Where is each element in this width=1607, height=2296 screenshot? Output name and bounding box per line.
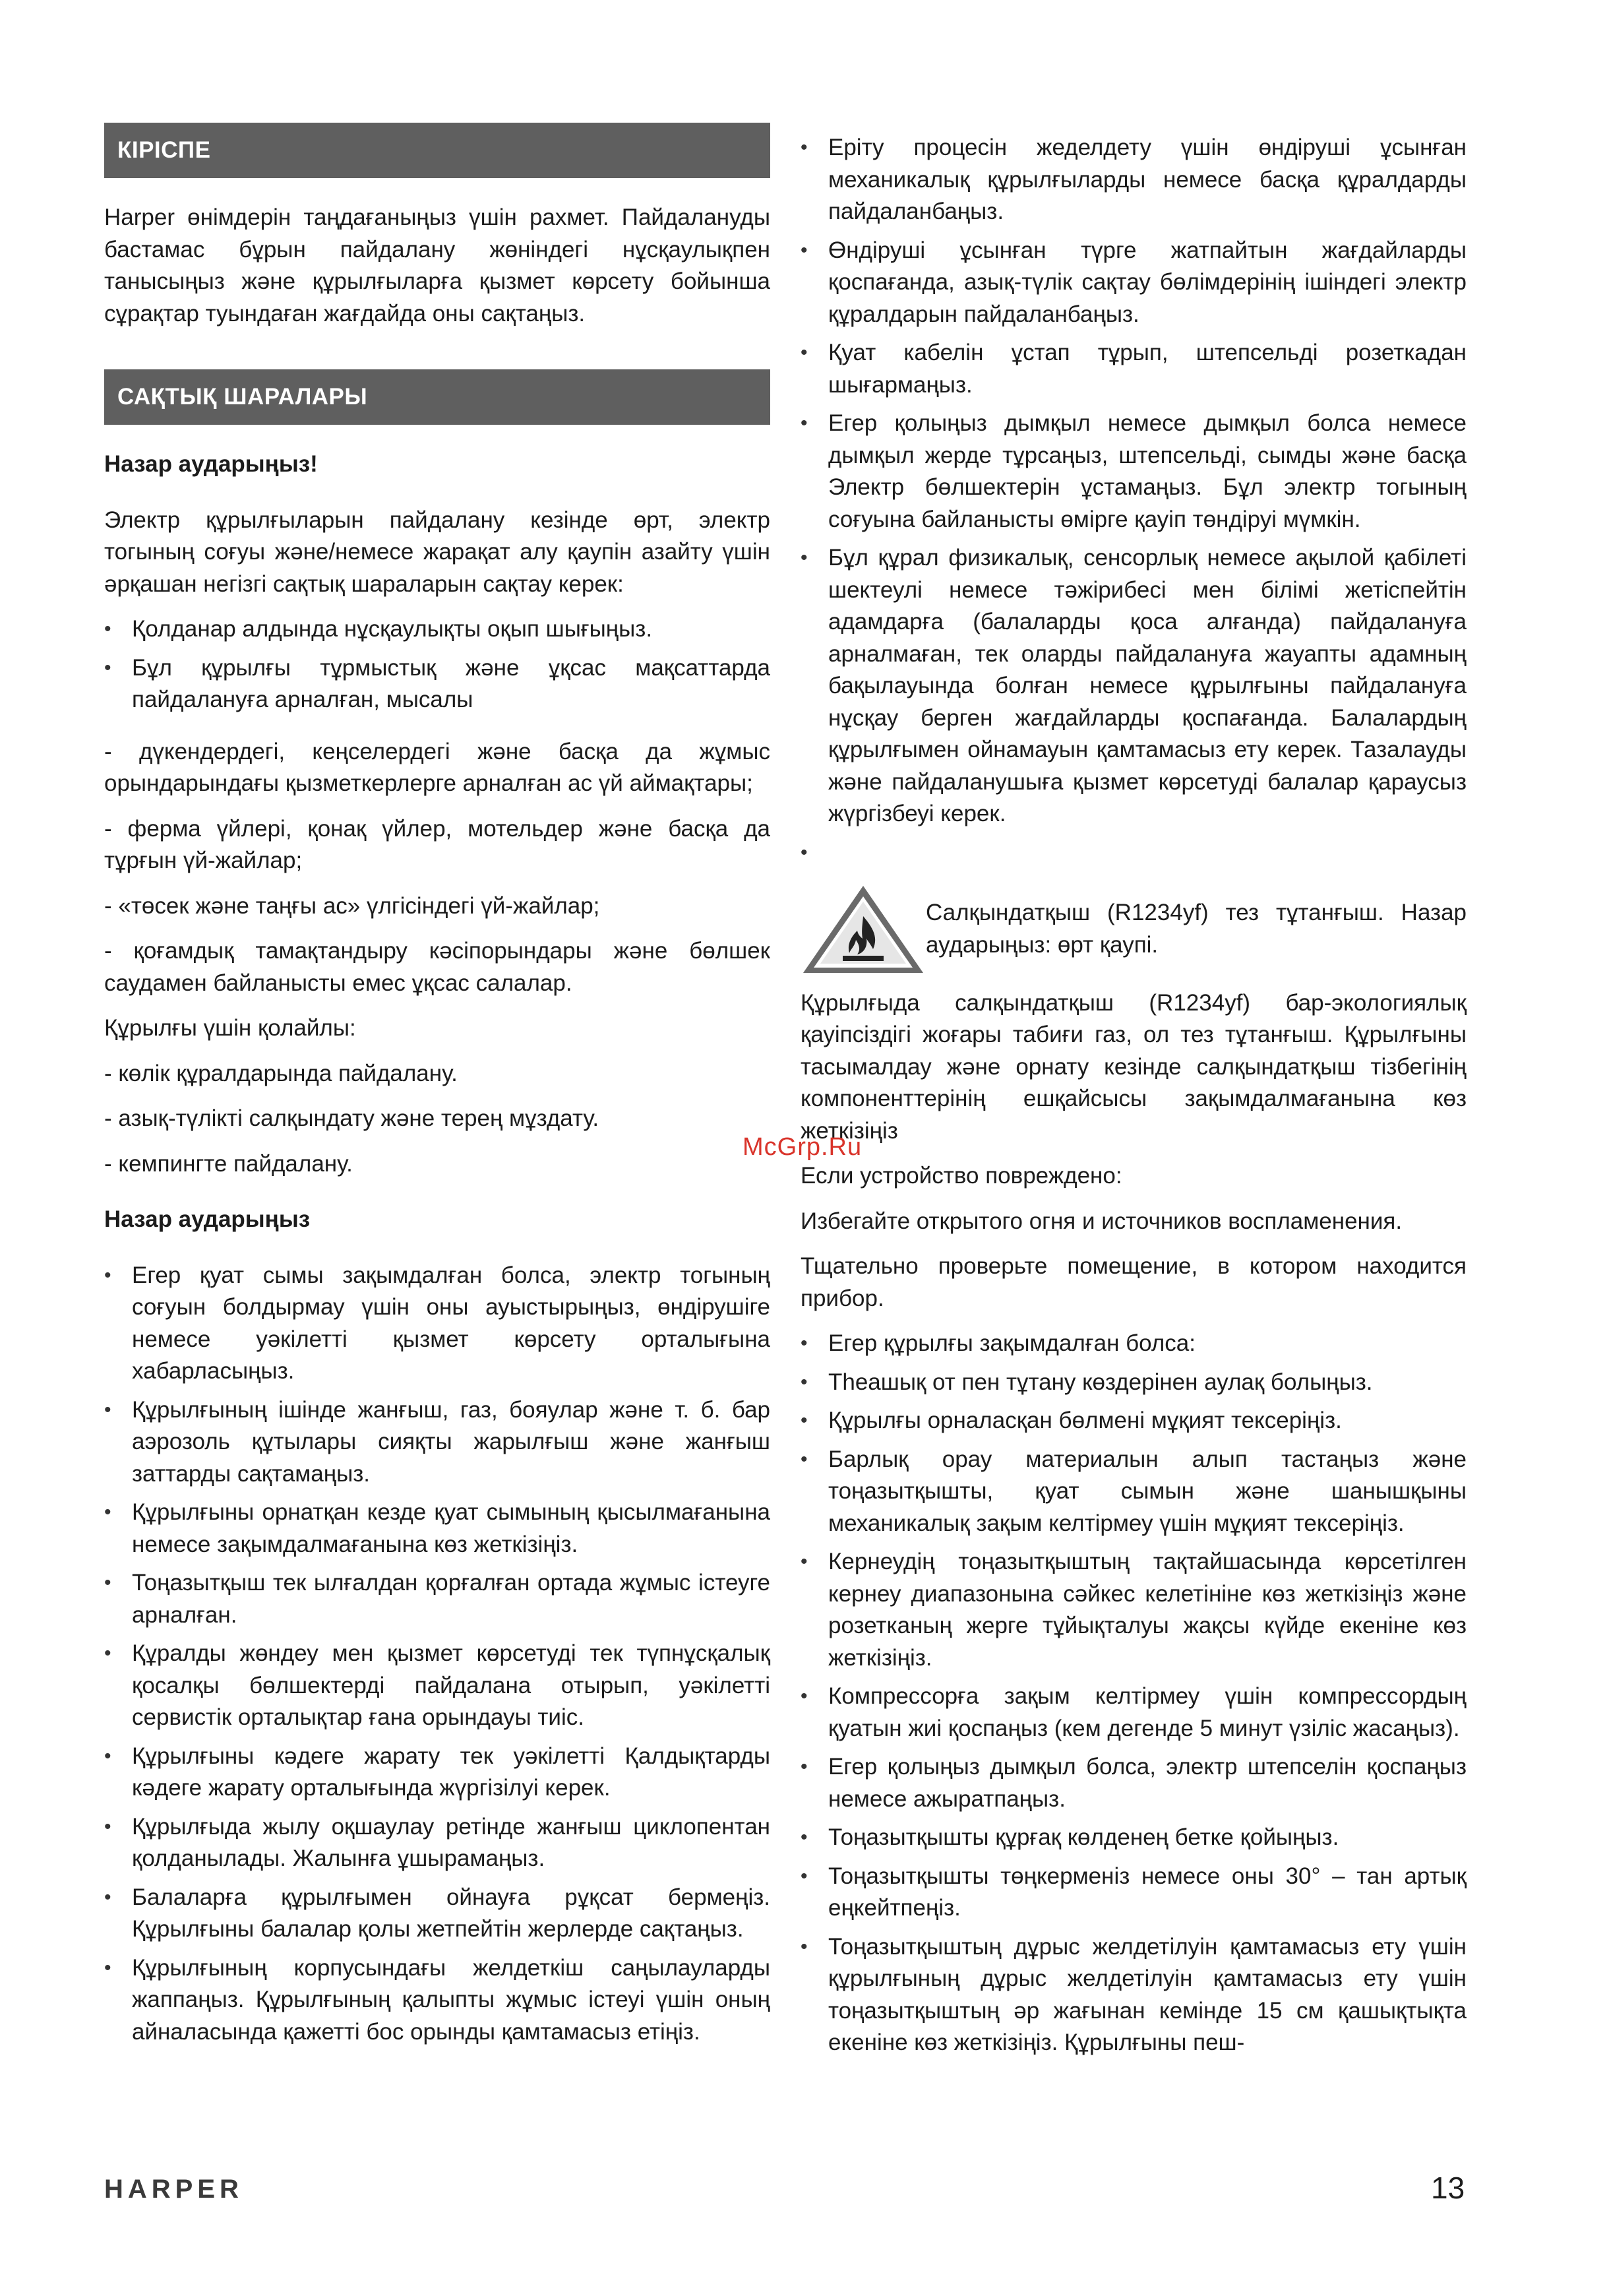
list-item: • Құралды жөндеу мен қызмет көрсетуді тек түпнұсқалық қосалқы бөлшектерді пайдалана отырып, уәкілетті сервистік орталықтар ғана орындауы тиіс. bbox=[104, 1638, 770, 1734]
list-item: • Құрылғыда жылу оқшаулау ретінде жанғыш циклопентан қолданылады. Жалынға ұшырамаңыз. bbox=[104, 1811, 770, 1875]
attention-heading-2: Назар аударыңыз bbox=[104, 1206, 311, 1232]
attention-heading: Назар аударыңыз! bbox=[104, 451, 318, 477]
watermark: McGrp.Ru bbox=[743, 1133, 863, 1161]
dash-item: - қоғамдық тамақтандыру кәсіпорындары және бөлшек саудамен байланысты емес ұқсас салалар. bbox=[104, 938, 770, 996]
list-item: • Қуат кабелін ұстап тұрып, штепсельді розеткадан шығармаңыз. bbox=[801, 337, 1467, 401]
suitable-item: - кемпингте пайдалану. bbox=[104, 1150, 353, 1177]
ru-damaged-text: Если устройство повреждено: bbox=[801, 1163, 1122, 1189]
suitable-item: - азық-түлікті салқындату және терең мұздату. bbox=[104, 1105, 599, 1131]
list-item: • Тһеашық от пен тұтану көздерінен аулақ болыңыз. bbox=[801, 1367, 1467, 1399]
list-item: • Құрылғының корпусындағы желдеткіш саңылауларды жаппаңыз. Құрылғының қалыпты жұмыс істеуі үшін оның айналасында қажетті бос орынды қамтамасыз етіңіз. bbox=[104, 1952, 770, 2049]
list-item: • Компрессорға зақым келтірмеу үшін компрессордың қуатын жиі қоспаңыз (кем дегенде 5 минут үзіліс жасаңыз). bbox=[801, 1681, 1467, 1745]
list-item: • Бұл құрал физикалық, сенсорлық немесе ақылой қабілеті шектеулі немесе тәжірибесі мен білімі жетіспейтін адамдарға (балаларды қоса алғанда) пайдалануға арналмаған, тек оларды пайдалануға жауапты адамның бақылауында болған немесе құрылғыны пайдалануға нұсқау берген жағдайларды қоспағанда. Балалардың құрылғымен ойнамауын қамтамасыз ету керек. Тазалауды және пайдаланушыға қызмет көрсетуді балалар қараусыз жүргізбеуі керек. bbox=[801, 542, 1467, 830]
list-item: • Құрылғыны орнатқан кезде қуат сымының қысылмағанына немесе зақымдалмағанына көз жеткізіңіз. bbox=[104, 1497, 770, 1561]
safety-bullet-list bbox=[104, 613, 770, 716]
warning-bullet-list bbox=[104, 1260, 770, 2049]
list-item: • Тоңазытқышты құрғақ көлденең бетке қойыңыз. bbox=[801, 1822, 1467, 1854]
list-item: • Егер қолыңыз дымқыл немесе дымқыл болса немесе дымқыл жерде тұрсаңыз, штепсельді, сымды және басқа Электр бөлшектерін ұстамаңыз. Бұл электр тогының соғуына байланысты өмірге қауіп төндіруі мүмкін. bbox=[801, 408, 1467, 536]
list-item: • Бұл құрылғы тұрмыстық және ұқсас мақсаттарда пайдалануға арналған, мысалы bbox=[104, 652, 770, 716]
list-item: • Құрылғының ішінде жанғыш, газ, бояулар және т. б. бар аэрозоль құтылары сияқты жарылғыш және жанғыш заттарды сақтамаңыз. bbox=[104, 1394, 770, 1491]
list-item: • Егер қолыңыз дымқыл болса, электр штепселін қоспаңыз немесе ажыратпаңыз. bbox=[801, 1751, 1467, 1815]
flammable-warning-icon bbox=[801, 883, 926, 976]
suitable-label: Құрылғы үшін қолайлы: bbox=[104, 1015, 356, 1041]
list-item: • Құрылғы орналасқан бөлмені мұқият тексеріңіз. bbox=[801, 1405, 1467, 1437]
left-column bbox=[104, 123, 770, 2055]
section-heading-intro: КІРІСПЕ bbox=[104, 123, 770, 178]
refrigerant-paragraph: Құрылғыда салқындатқыш (R1234yf) бар-экологиялық қауіпсіздігі жоғары табиғи газ, ол тез тұтанғыш. Құрылғыны тасымалдау және орнату кезінде салқындатқыш тізбегінің компоненттерінің ешқайсысы зақымдалмағанына көз жеткізіңіз bbox=[801, 989, 1467, 1144]
list-item: • Кернеудің тоңазытқыштың тақтайшасында көрсетілген кернеу диапазонына сәйкес келетініне көз жеткізіңіз және розетканың жерге тұйықталуы жақсы күйде екеніне көз жеткізіңіз. bbox=[801, 1546, 1467, 1674]
empty-bullet: • bbox=[801, 841, 808, 863]
right-bullet-list-1 bbox=[801, 132, 1467, 830]
list-item: • Еріту процесін жеделдету үшін өндіруші ұсынған механикалық құрылғыларды немесе басқа құралдарды пайдаланбаңыз. bbox=[801, 132, 1467, 228]
dash-item: - «төсек және таңғы ас» үлгісіндегі үй-жайлар; bbox=[104, 892, 600, 919]
list-item: • Өндіруші ұсынған түрге жатпайтын жағдайларды қоспағанда, азық-түлік сақтау бөлімдерінің ішіндегі электр құралдарын пайдаланбаңыз. bbox=[801, 235, 1467, 331]
ru-avoid-text: Избегайте открытого огня и источников воспламенения. bbox=[801, 1208, 1403, 1234]
list-item: • Балаларға құрылғымен ойнауға рұқсат бермеңіз. Құрылғыны балалар қолы жетпейтін жерлерде сақтаңыз. bbox=[104, 1882, 770, 1946]
list-item: • Егер құрылғы зақымдалған болса: bbox=[801, 1328, 1467, 1360]
right-column bbox=[801, 132, 1467, 2066]
warning-text: Салқындатқыш (R1234yf) тез тұтанғыш. Назар аударыңыз: өрт қаупі. bbox=[926, 900, 1467, 958]
list-item: • Тоңазытқыш тек ылғалдан қорғалған ортада жұмыс істеуге арналған. bbox=[104, 1567, 770, 1631]
page-number: 13 bbox=[1431, 2171, 1465, 2205]
list-item: • Егер қуат сымы зақымдалған болса, электр тогының соғуын болдырмау үшін оны ауыстырыңыз, өндірушіге немесе уәкілетті қызмет көрсету орталығына хабарласыңыз. bbox=[104, 1260, 770, 1388]
suitable-item: - көлік құралдарында пайдалану. bbox=[104, 1060, 458, 1086]
intro-paragraph: Harper өнімдерін таңдағаныңыз үшін рахмет. Пайдалануды бастамас бұрын пайдалану жөніндегі нұсқаулықпен танысыңыз және құрылғыларға қызмет көрсету бойынша сұрақтар туындаған жағдайда оны сақтаңыз. bbox=[104, 204, 770, 326]
flammable-warning bbox=[801, 883, 1467, 976]
right-bullet-list-2 bbox=[801, 1328, 1467, 2059]
list-item: • Құрылғыны кәдеге жарату тек уәкілетті Қалдықтарды кәдеге жарату орталығында жүргізілуі керек. bbox=[104, 1741, 770, 1805]
section-heading-safety: САҚТЫҚ ШАРАЛАРЫ bbox=[104, 369, 770, 425]
dash-item: - дүкендердегі, кеңселердегі және басқа да жұмыс орындарындағы қызметкерлерге арналған ас үй аймақтары; bbox=[104, 738, 770, 796]
list-item: • Қолданар алдында нұсқаулықты оқып шығыңыз. bbox=[104, 613, 770, 646]
list-item: • Тоңазытқыштың дұрыс желдетілуін қамтамасыз ету үшін құрылғының дұрыс желдетілуін қамтамасыз ету үшін тоңазытқыштың әр жағынан кемінде 15 см қашықтықта екеніне көз жеткізіңіз. Құрылғыны пеш- bbox=[801, 1931, 1467, 2059]
dash-item: - ферма үйлері, қонақ үйлер, мотельдер және басқа да тұрғын үй-жайлар; bbox=[104, 815, 770, 873]
brand-logo: HARPER bbox=[104, 2175, 243, 2204]
safety-paragraph: Электр құрылғыларын пайдалану кезінде өрт, электр тогының соғуы және/немесе жарақат алу қаупін азайту үшін әрқашан негізгі сақтық шараларын сақтау керек: bbox=[104, 507, 770, 597]
list-item: • Барлық орау материалын алып тастаңыз және тоңазытқышты, қуат сымын және шанышқыны механикалық зақым келтірмеу үшін мұқият тексеріңіз. bbox=[801, 1444, 1467, 1540]
list-item: • Тоңазытқышты төңкерменіз немесе оны 30° – тан артық еңкейтпеңіз. bbox=[801, 1861, 1467, 1925]
ru-check-text: Тщательно проверьте помещение, в котором находится прибор. bbox=[801, 1253, 1467, 1311]
